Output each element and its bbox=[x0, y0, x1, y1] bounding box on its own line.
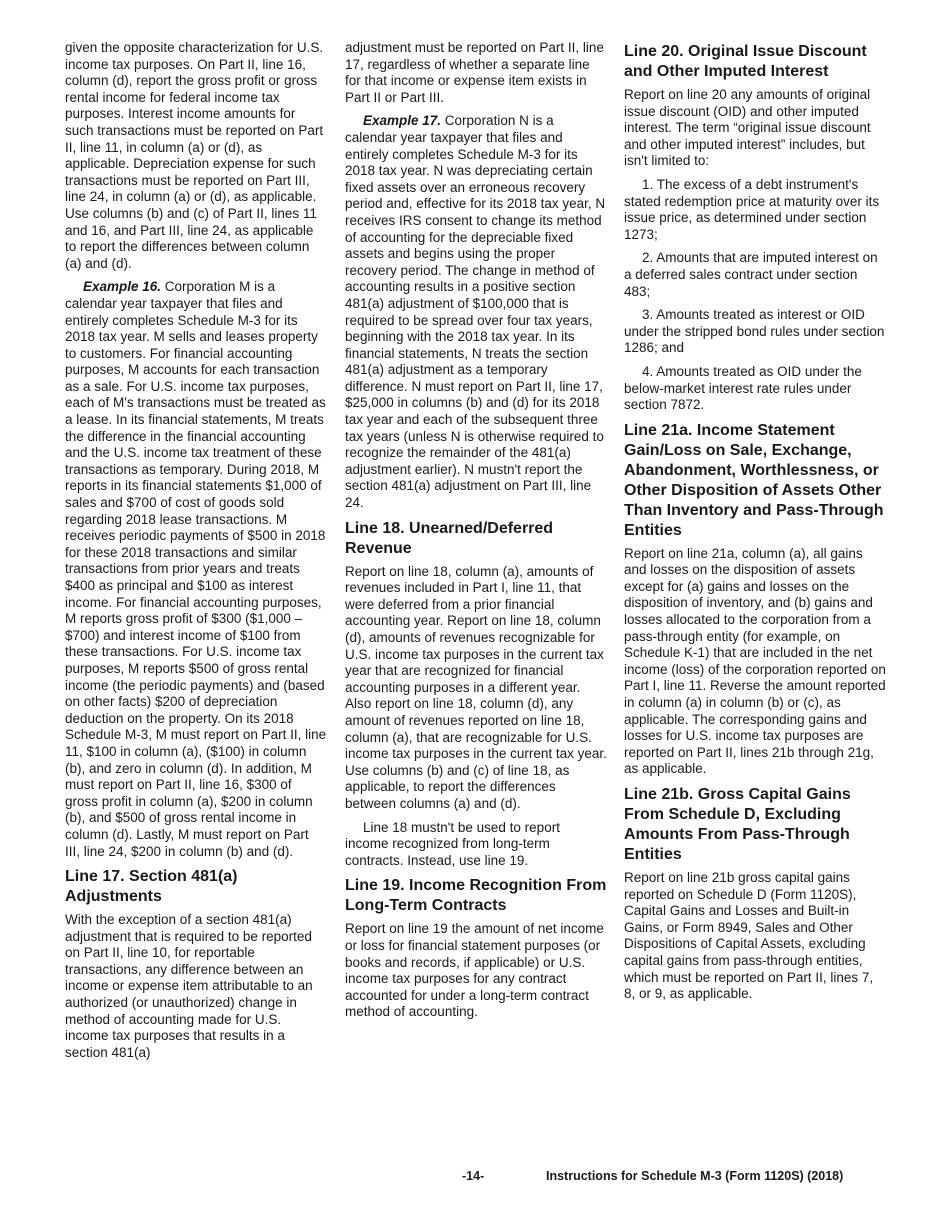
paragraph: Report on line 18, column (a), amounts of revenues included in Part I, line 11, that were deferred from a prior financial accounting year. Report on line 18, column (d), amounts of revenues recognizable for U.S. income tax purposes in the current tax year that are recognized for financial accounting purposes in a different year. Also report on line 18, column (d), any amount of revenues reported on line 18, column (a), that are recognizable for U.S. income tax purposes in the current tax year. Use columns (b) and (c) of line 18, as applicable, to report the differences between columns (a) and (d). bbox=[345, 563, 607, 811]
list-item: 1. The excess of a debt instrument's stated redemption price at maturity over its issue price, as determined under section 1273; bbox=[624, 176, 880, 242]
paragraph: With the exception of a section 481(a) adjustment that is required to be reported on Part II, line 10, for reportable transactions, any difference between an income or expense item attributable to an authorized (or unauthorized) change in method of accounting made for U.S. income tax purposes that results in a section 481(a) bbox=[65, 912, 313, 1060]
heading-line-20: Line 20. Original Issue Discount and Other Imputed Interest bbox=[624, 43, 867, 80]
example-16 bbox=[65, 279, 327, 860]
example-text: Corporation N is a calendar year taxpayer that files and entirely completes Schedule M-3 for its 2018 tax year. N was depreciating certain fixed assets over an erroneous recovery period and, effective for its 2018 tax year, N receives IRS consent to change its method of accounting for the depreciable fixed assets and begins using the proper recovery period. The change in method of accounting results in a positive section 481(a) adjustment of $100,000 that is required to be spread over four tax years, beginning with the 2018 tax year. In its financial statements, N treats the section 481(a) adjustment as a temporary difference. N must report on Part II, line 17, $25,000 in columns (b) and (d) for its 2018 tax year and each of the subsequent three tax years (unless N is otherwise required to recognize the remainder of the 481(a) adjustment earlier). N mustn't report the section 481(a) adjustment on Part III, line 24. bbox=[345, 113, 606, 511]
heading-line-17: Line 17. Section 481(a) Adjustments bbox=[65, 868, 238, 906]
document-title: Instructions for Schedule M-3 (Form 1120S) (2018) bbox=[546, 1169, 844, 1183]
example-label: Example 17. bbox=[363, 113, 442, 129]
list-item: 3. Amounts treated as interest or OID under the stripped bond rules under section 1286; and bbox=[624, 307, 885, 356]
example-17 bbox=[345, 113, 607, 511]
heading-line-19: Line 19. Income Recognition From Long-Term Contracts bbox=[345, 877, 607, 915]
paragraph: Line 18 mustn't be used to report income recognized from long-term contracts. Instead, use line 19. bbox=[345, 819, 560, 868]
paragraph: Report on line 21a, column (a), all gains and losses on the disposition of assets except for (a) gains and losses on the disposition of inventory, and (b) gains and losses allocated to the corporation from a pass-through entity (for example, on Schedule K-1) that are included in the net income (loss) of the corporation reported on Part I, line 11. Reverse the amount reported in column (a) in column (b) or (c), as applicable. The corresponding gains and losses for U.S. income tax purposes are reported on Part II, lines 21b through 21g, as applicable. bbox=[624, 545, 886, 777]
column-1 bbox=[65, 40, 327, 1068]
page-number: -14- bbox=[462, 1169, 485, 1183]
example-label: Example 16. bbox=[83, 279, 162, 295]
list-item: 4. Amounts treated as OID under the below-market interest rate rules under section 7872. bbox=[624, 363, 862, 413]
paragraph: adjustment must be reported on Part II, line 17, regardless of whether a separate line for that income or expense item exists in Part II or Part III. bbox=[345, 40, 604, 105]
heading-line-21b: Line 21b. Gross Capital Gains From Schedule D, Excluding Amounts From Pass-Through Entities bbox=[624, 786, 851, 863]
column-2 bbox=[345, 40, 607, 1028]
example-text: Corporation M is a calendar year taxpayer that files and entirely completes Schedule M-3 for its 2018 tax year. M sells and leases property to customers. For financial accounting purposes, M accounts for each transaction as a sale. For U.S. income tax purposes, each of M's transactions must be treated as a lease. In its financial statements, M treats the difference in the financial accounting and the U.S. income tax treatment of these transactions as temporary. During 2018, M reports in its financial statements $1,000 of sales and $700 of cost of goods sold regarding 2018 lease transactions. M receives periodic payments of $500 in 2018 for these 2018 transactions and similar transactions from prior years and treats $400 as principal and $100 as interest income. For financial accounting purposes, M reports gross profit of $300 ($1,000 – $700) and interest income of $100 from these transactions. For U.S. income tax purposes, M reports $500 of gross rental income (the periodic payments) and (based on other facts) $200 of depreciation deduction on the property. On its 2018 Schedule M-3, M must report on Part II, line 11, $100 in column (a), ($100) in column (b), and zero in column (d). In addition, M must report on Part II, line 16, $300 of gross profit in column (a), $200 in column (b), and $500 of gross rental income in column (d). Lastly, M must report on Part III, line 24, $200 in column (b) and (d). bbox=[65, 279, 327, 859]
heading-line-18: Line 18. Unearned/Deferred Revenue bbox=[345, 519, 554, 557]
paragraph: Report on line 20 any amounts of original issue discount (OID) and other imputed interest. The term “original issue discount and other imputed interest” includes, but isn't limited to: bbox=[624, 87, 871, 169]
paragraph: Report on line 19 the amount of net income or loss for financial statement purposes (or books and records, if applicable) or U.S. income tax purposes for any contract accounted for under a long-term contract method of accounting. bbox=[345, 921, 604, 1020]
paragraph: given the opposite characterization for U.S. income tax purposes. On Part II, line 16, column (d), report the gross profit or gross rental income for federal income tax purposes. Interest income amounts for such transactions must be reported on Part II, line 11, in column (a) or (d), as applicable. Depreciation expense for such transactions must be reported on Part III, line 24, in column (a) or (d), as applicable. Use columns (b) and (c) of Part II, lines 11 and 16, and Part III, line 24, as applicable to report the differences between column (a) and (d). bbox=[65, 40, 324, 271]
list-item: 2. Amounts that are imputed interest on a deferred sales contract under section 483; bbox=[624, 250, 878, 299]
column-3 bbox=[624, 40, 886, 1010]
heading-line-21a: Line 21a. Income Statement Gain/Loss on Sale, Exchange, Abandonment, Worthlessness, or Other Disposition of Assets Other Than Inventory and Pass-Through Entities bbox=[624, 421, 884, 539]
paragraph: Report on line 21b gross capital gains reported on Schedule D (Form 1120S), Capital Gains and Losses and Built-in Gains, or Form 8949, Sales and Other Dispositions of Capital Assets, excluding capital gains from pass-through entities, which must be reported on Part II, lines 7, 8, or 9, as applicable. bbox=[624, 870, 874, 1002]
